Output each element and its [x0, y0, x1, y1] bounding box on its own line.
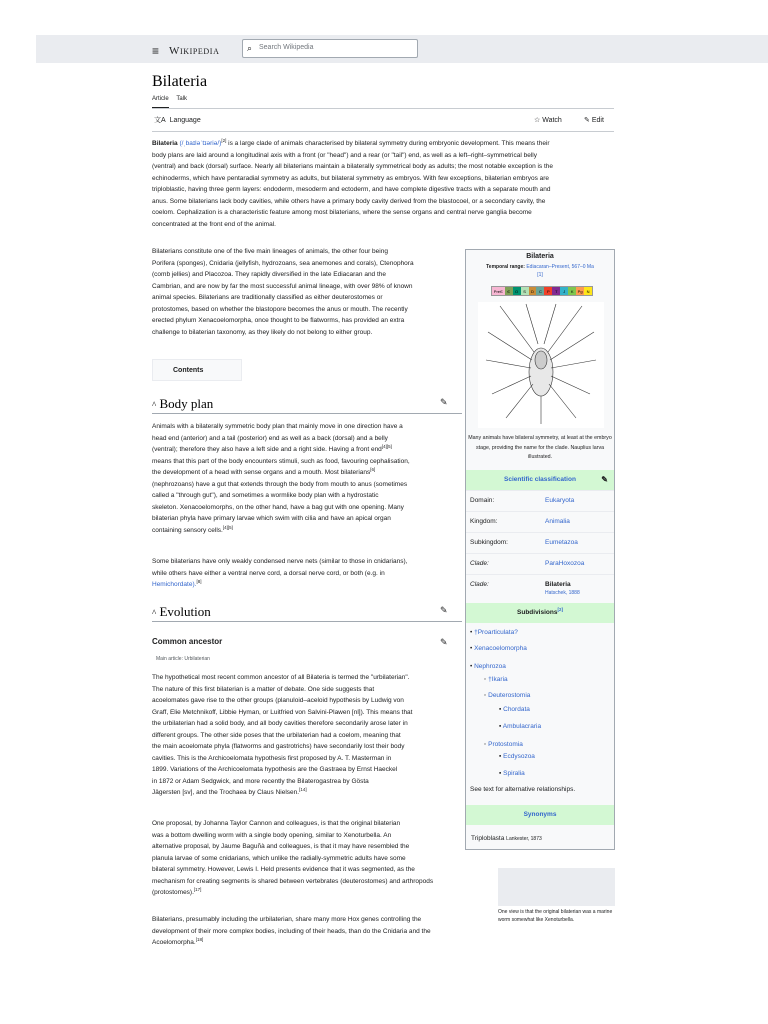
taxon-value[interactable]: ParaHoxozoa [545, 560, 585, 567]
tabs-divider [152, 108, 614, 109]
evolution-line: 1899. Variations of the Archicoelomata hypothesis are the Gastraea by Ernst Haeckel [152, 766, 398, 773]
range-ref[interactable]: [1] [537, 272, 543, 278]
page-tabs [152, 95, 193, 108]
subsection-heading: Common ancestor [152, 637, 223, 646]
edit-section-icon[interactable]: ✎ [440, 397, 448, 407]
intro-line: anus. Some bilaterians lack body cavities, while others have a primary body cavity derived from the blastocoel, or a secondary cavity, the [152, 197, 546, 205]
intro-line: Cambrian, and are now by far the most successful animal lineage, with over 98% of known [152, 282, 413, 290]
alternative-relationships-note: See text for alternative relationships. [470, 786, 576, 793]
taxon-row [466, 511, 614, 532]
section-title: Body plan [159, 396, 214, 411]
subdivision-link[interactable]: Nephrozoa [474, 663, 506, 670]
taxobox-title: Bilateria [526, 253, 554, 260]
evolution-line: (protostomes). [152, 889, 194, 896]
period-permian[interactable]: P [544, 287, 552, 295]
geologic-timeline [491, 286, 593, 296]
synonym-authority: Lankester, 1873 [506, 836, 542, 842]
taxon-row [466, 532, 614, 553]
translate-icon: 文A [154, 117, 166, 124]
body-line: (ventral); therefore they also have a left side and a right side. Having a front end [152, 446, 382, 453]
body-line: the development of a head with sense organs and a mouth. Most bilaterians [152, 469, 371, 476]
nauplius-larva-illustration[interactable] [478, 302, 604, 428]
figure-caption: One view is that the original bilaterian was a marine worm somewhat like Xenoturbella. [498, 909, 613, 923]
period-carboniferous[interactable]: C [536, 287, 544, 295]
body-line: bilaterian phyla have primary larvae which swim with cilia and have an apical organ [152, 515, 391, 522]
section-heading-body-plan[interactable]: ^ Body plan [152, 396, 214, 411]
taxon-value[interactable]: Animalia [545, 518, 570, 525]
edit-section-icon[interactable]: ✎ [440, 605, 448, 615]
period-cretaceous[interactable]: K [568, 287, 576, 295]
synonyms-header: Synonyms [466, 805, 614, 825]
range-label: Temporal range: [486, 264, 525, 270]
subdivision-item[interactable]: ◦ †Ikaria [484, 676, 508, 683]
intro-line: protostomes, based on whether the blastopore becomes the anus or mouth. The recently [152, 305, 408, 313]
intro-line: coelom. Cephalization is a characteristic feature among most bilaterians, where the sense organs and central nerve ganglia become [152, 209, 532, 216]
tab-article[interactable]: Article [152, 95, 169, 108]
period-neogene[interactable]: N [584, 287, 592, 295]
intro-paragraph-1: Bilateria (/ˌbaɪləˈtɪəriə/)[2] is a large clade of animals characterised by bilateral symmetry during embryonic development. This means their body plans are laid around a longitudinal axis with a front (or "head") and a rear (or "tail") end, as well as a left–right–symmetrical belly (ventral) and back (dorsal) surface. Nearly all bilaterians maintain a bilaterally symmetrical body as adults; the most notable exception is the echinoderms, which have pentaradial symmetry as adults, but bilateral symmetry as embryos. With few exceptions, bilaterian embryos are triploblastic, having three germ layers: endoderm, mesoderm and ectoderm, and have complete digestive tracts with a separate mouth and anus. Some bilaterians lack body cavities, while others have a primary body cavity derived from the blastocoel, or a secondary cavity, the coelom. Cephalization is a characteristic feature among most bilaterians, where the sense organs and central nerve ganglia become concentrated at the front end of the animal. [152, 138, 614, 230]
evolution-line: was a bottom dwelling worm with a single body opening, similar to Xenoturbella. An [152, 831, 392, 839]
body-line: while others have either a ventral nerve cord, a dorsal nerve cord, or both (e.g. in [152, 569, 385, 577]
subdivision-link[interactable]: Ecdysozoa [503, 753, 535, 760]
evolution-paragraph-2: One proposal, by Johanna Taylor Cannon and colleagues, is that the original bilaterian was a bottom dwelling worm with a single body opening, similar to Xenoturbella. An alternative proposal, by Jaume Baguñà and colleagues, is that it may have resembled the planula larvae of some cnidarians, which unlike the radially-symmetric adults have some bilateral symmetry. However, Lewis I. Held presents evidence that it was segmented, as the mechanism for creating segments is shared between vertebrates (deuterostomes) and arthropods (protostomes).[17] [152, 818, 492, 899]
edit-button[interactable] [584, 116, 604, 127]
range-value[interactable]: Ediacaran–Present, 567–0 Ma [526, 264, 594, 270]
section-divider [152, 621, 462, 622]
subdivision-link[interactable]: Ambulacraria [502, 723, 542, 730]
intro-line: Bilaterians constitute one of the five main lineages of animals, the other four being [152, 248, 388, 255]
taxon-value[interactable]: Eumetazoa [545, 539, 578, 546]
intro-line: animal species. Bilaterians are traditionally classified as either deuterostomes or [152, 294, 383, 301]
evolution-line: the main acoelomate phyla (flatworms and gastrotrichs) have secondarily lost their body [152, 743, 405, 750]
intro-line: concentrated at the front end of the animal. [152, 220, 276, 228]
body-line: (nephrozoans) have a gut that extends through the body from mouth to anus (sometimes [152, 480, 408, 488]
evolution-line: Graff, Elie Metchnikoff, Libbie Hyman, or Luitfried von Salvini-Plawen [nl]). This means that [152, 708, 413, 716]
evolution-line: Acoelomorpha. [152, 939, 196, 946]
edit-label: Edit [591, 117, 604, 124]
body-line: containing sensory cells. [152, 526, 223, 534]
period-cambrian[interactable]: Є [505, 287, 513, 295]
body-plan-paragraph-1: Animals with a bilaterally symmetric body plan that mainly move in one direction have a head end (anterior) and a tail (posterior) end as well as a back (dorsal) and a belly (ventral); therefore they also have a left side and a right side. Having a front end[4][5] means that this part of the body encounters stimuli, such as food, favouring cephalisation, the development of a head with sense organs and a mouth. Most bilaterians[6] (nephrozoans) have a gut that extends through the body from mouth to anus (sometimes called a "through gut"), and sometimes a wormlike body plan with a hydrostatic skeleton. Xenacoelomorphs, on the other hand, have a bag gut with one opening. Many bilaterian phyla have primary larvae which swim with cilia and have an apical organ containing sensory cells.[4][5] [152, 421, 462, 536]
taxon-value[interactable]: Eukaryota [545, 497, 575, 504]
search-box[interactable] [242, 39, 418, 58]
section-divider [152, 413, 462, 414]
evolution-line: in 1872 or Adam Sedgwick, and more recently the Bilaterogastrea by Gösta [152, 777, 369, 785]
taxon-rank: Domain: [470, 497, 495, 504]
evolution-line: development of their more complex bodies, including of their heads, than do the Cnidaria and the [152, 927, 431, 935]
header-divider [152, 131, 614, 132]
subdivision-item[interactable]: ◦ Deuterostomia [484, 692, 531, 699]
search-icon: ⌕ [247, 43, 253, 53]
contents-button[interactable]: Contents [152, 359, 242, 381]
edit-classification-icon[interactable]: ✎ [601, 475, 608, 484]
scientific-classification-header[interactable] [466, 470, 614, 490]
evolution-line: The hypothetical most recent common ancestor of all Bilateria is termed the "urbilaterian". [152, 674, 410, 681]
period-precambrian[interactable]: PreЄ [493, 289, 503, 294]
lead-term: Bilateria [152, 140, 178, 147]
intro-line: Porifera (sponges), Cnidaria (jellyfish, hydrozoans, sea anemones and corals), Ctenophora [152, 259, 414, 267]
intro-line: body plans are laid around a longitudinal axis with a front (or "head") and a rear (or "tail") end, as well as a left–right–symmetrical belly [152, 151, 537, 159]
subdivision-link[interactable]: Chordata [503, 706, 530, 713]
period-silurian[interactable]: S [521, 287, 529, 295]
page-title: Bilateria [152, 73, 208, 90]
subdivision-item[interactable]: • Xenacoelomorpha [470, 645, 527, 652]
star-icon: ☆ [534, 117, 541, 124]
evolution-line: planula larvae of some cnidarians, which unlike the radially-symmetric adults have some [152, 854, 406, 862]
intro-line: erected phylum Xenacoelomorpha, once thought to be flatworms, has provided an extra [152, 317, 405, 324]
intro-line: triploblastic, having three germ layers: endoderm, mesoderm and ectoderm, and have complete digestive tracts with a separate mouth and [152, 186, 551, 193]
subdivision-item[interactable]: ▪ Chordata [499, 706, 530, 713]
subdivision-item[interactable]: • Nephrozoa [470, 663, 506, 670]
search-placeholder: Search Wikipedia [259, 44, 314, 51]
language-button[interactable] [154, 116, 201, 127]
evolution-line: acoelomates gave rise to the other groups (planuloid–aceloid hypothesis by Ludwig von [152, 697, 404, 704]
wikipedia-logo[interactable]: Wikipedia [169, 45, 220, 57]
period-devonian[interactable]: D [529, 287, 537, 295]
watch-label: Watch [542, 117, 562, 124]
taxon-authority[interactable]: Hatschek, 1888 [545, 590, 580, 596]
evolution-line: Jägersten [sv], and the Trochaea by Claus Nielsen. [152, 789, 300, 796]
temporal-range [468, 263, 612, 279]
taxon-row [466, 553, 614, 574]
evolution-line: mechanism for creating segments is shared between vertebrates (deuterostomes) and arthropods [152, 877, 434, 885]
evolution-line: alternative proposal, by Jaume Baguñà and colleagues, is that it may have resembled the [152, 843, 410, 850]
subdivision-link[interactable]: Deuterostomia [488, 692, 531, 699]
intro-paragraph-2 [152, 246, 458, 338]
subdivision-link[interactable]: †Ikaria [488, 676, 508, 683]
synonym-name: Triploblasta [471, 835, 505, 842]
subdivision-link[interactable]: Protostomia [488, 741, 523, 748]
subdivision-item[interactable]: • †Proarticulata? [470, 629, 518, 636]
period-paleogene[interactable]: Pg [577, 289, 583, 294]
taxon-rank: Subkingdom: [470, 539, 508, 546]
intro-line: challenge to bilaterian taxonomy, as they likely do not belong to either group. [152, 328, 373, 336]
section-heading-evolution[interactable]: ^ Evolution [152, 604, 211, 619]
subdivision-link[interactable]: Spiralia [503, 770, 525, 777]
evolution-line: cavities. This is the Archicoelomata hypothesis first proposed by A. T. Masterman in [152, 754, 392, 762]
intro-line: (comb jellies) and Placozoa. They rapidly diversified in the late Ediacaran and the [152, 271, 387, 278]
evolution-line: different groups. The other side poses that the urbilaterian had a coelom, meaning that [152, 731, 401, 739]
image-caption: Many animals have bilateral symmetry, at least at the embryo stage, providing the name for the clade. Nauplius larva illustrated. [468, 435, 612, 460]
intro-line: echinoderms, which have pentaradial symmetry as adults, but bilateral symmetry as embryos. With few exceptions, bilaterian embryos are [152, 174, 550, 182]
body-line: means that this part of the body encounters stimuli, such as food, favouring cephalisation, [152, 457, 410, 465]
taxon-rank: Clade: [470, 581, 489, 588]
subdivision-item[interactable]: ◦ Protostomia [484, 741, 523, 748]
taxon-row [466, 490, 614, 511]
watch-button[interactable] [534, 116, 562, 127]
taxon-rank: Kingdom: [470, 518, 498, 525]
subdivision-item[interactable]: ▪ Ecdysozoa [499, 753, 535, 760]
pronunciation-link[interactable]: (/ˌbaɪləˈtɪəriə/) [179, 140, 222, 147]
subdivisions-header: Subdivisions[2] [466, 603, 614, 623]
intro-line: (ventral) and back (dorsal) surface. Nearly all bilaterians maintain a bilaterally symmetrical body as adults; the most notable exception is the [152, 163, 554, 170]
synonym-entry [471, 834, 542, 844]
taxon-row [466, 574, 614, 603]
intro-line: is a large clade of animals characterised by bilateral symmetry during embryonic development. This means their [228, 140, 550, 147]
body-plan-paragraph-2: Some bilaterians have only weakly condensed nerve nets (similar to those in cnidarians), while others have either a ventral nerve cord, a dorsal nerve cord, or both (e.g. in Hemichordate).[8] [152, 556, 462, 591]
body-line: Some bilaterians have only weakly condensed nerve nets (similar to those in cnidarians), [152, 558, 408, 565]
body-line: head end (anterior) and a tail (posterior) end as well as a back (dorsal) and a belly [152, 434, 388, 442]
pencil-icon: ✎ [584, 117, 590, 124]
xenoturbella-figure[interactable] [498, 868, 615, 906]
evolution-paragraph-1: The hypothetical most recent common ancestor of all Bilateria is termed the "urbilaterian". The nature of this first bilaterian is a matter of debate. One side suggests that acoelomates gave rise to the other groups (planuloid–aceloid hypothesis by Ludwig von Graff, Elie Metchnikoff, Libbie Hyman, or Luitfried von Salvini-Plawen [nl]). This means that the urbilaterian had a solid body, and all body cavities therefore secondarily arose later in different groups. The other side poses that the urbilaterian had a coelom, meaning that the main acoelomate phyla (flatworms and gastrotrichs) have secondarily lost their body cavities. This is the Archicoelomata hypothesis first proposed by A. T. Masterman in 1899. Variations of the Archicoelomata hypothesis are the Gastraea by Ernst Haeckel in 1872 or Adam Sedgwick, and more recently the Bilaterogastrea by Gösta Jägersten [sv], and the Trochaea by Claus Nielsen.[14] [152, 672, 482, 799]
period-triassic[interactable]: T [552, 287, 560, 295]
evolution-line: One proposal, by Johanna Taylor Cannon and colleagues, is that the original bilaterian [152, 820, 401, 827]
period-jurassic[interactable]: J [560, 287, 568, 295]
taxon-value: Bilateria [545, 581, 571, 588]
edit-subsection-icon[interactable]: ✎ [440, 637, 448, 647]
subdivision-link[interactable]: †Proarticulata? [474, 629, 518, 636]
subdivision-item[interactable]: ▪ Ambulacraria [499, 723, 542, 730]
body-line: skeleton. Xenacoelomorphs, on the other hand, have a bag gut with one opening. Many [152, 503, 404, 511]
subdivision-link[interactable]: Xenacoelomorpha [474, 645, 527, 652]
sci-class-label: Scientific classification [504, 476, 576, 483]
language-label: Language [169, 117, 201, 124]
body-line: called a "through gut"), and sometimes a wormlike body plan with a hydrostatic [152, 492, 379, 499]
evolution-line: The nature of this first bilaterian is a matter of debate. One side suggests that [152, 685, 375, 693]
body-line: Animals with a bilaterally symmetric body plan that mainly move in one direction have a [152, 423, 403, 430]
period-ordovician[interactable]: O [513, 287, 521, 295]
evolution-line: bilateral symmetry. However, Lewis I. Held presents evidence that it was segmented, as the [152, 866, 415, 873]
evolution-line: the urbilaterian had a solid body, and all body cavities therefore secondarily arose later in [152, 720, 408, 727]
main-article-note[interactable]: Main article: Urbilaterian [156, 656, 210, 662]
subdivision-item[interactable]: ▪ Spiralia [499, 770, 525, 777]
evolution-paragraph-3: Bilaterians, presumably including the urbilaterian, share many more Hox genes controlling the development of their more complex bodies, including of their heads, than do the Cnidaria and the Acoelomorpha.[18] [152, 914, 492, 949]
subdivisions-label: Subdivisions [517, 609, 558, 616]
body-link[interactable]: Hemichordate). [152, 581, 197, 588]
main-menu-icon[interactable]: ≡ [152, 44, 160, 58]
section-title: Evolution [159, 604, 211, 619]
tab-talk[interactable]: Talk [176, 96, 188, 102]
taxon-rank: Clade: [470, 560, 489, 567]
evolution-line: Bilaterians, presumably including the urbilaterian, share many more Hox genes controlling the [152, 916, 422, 923]
